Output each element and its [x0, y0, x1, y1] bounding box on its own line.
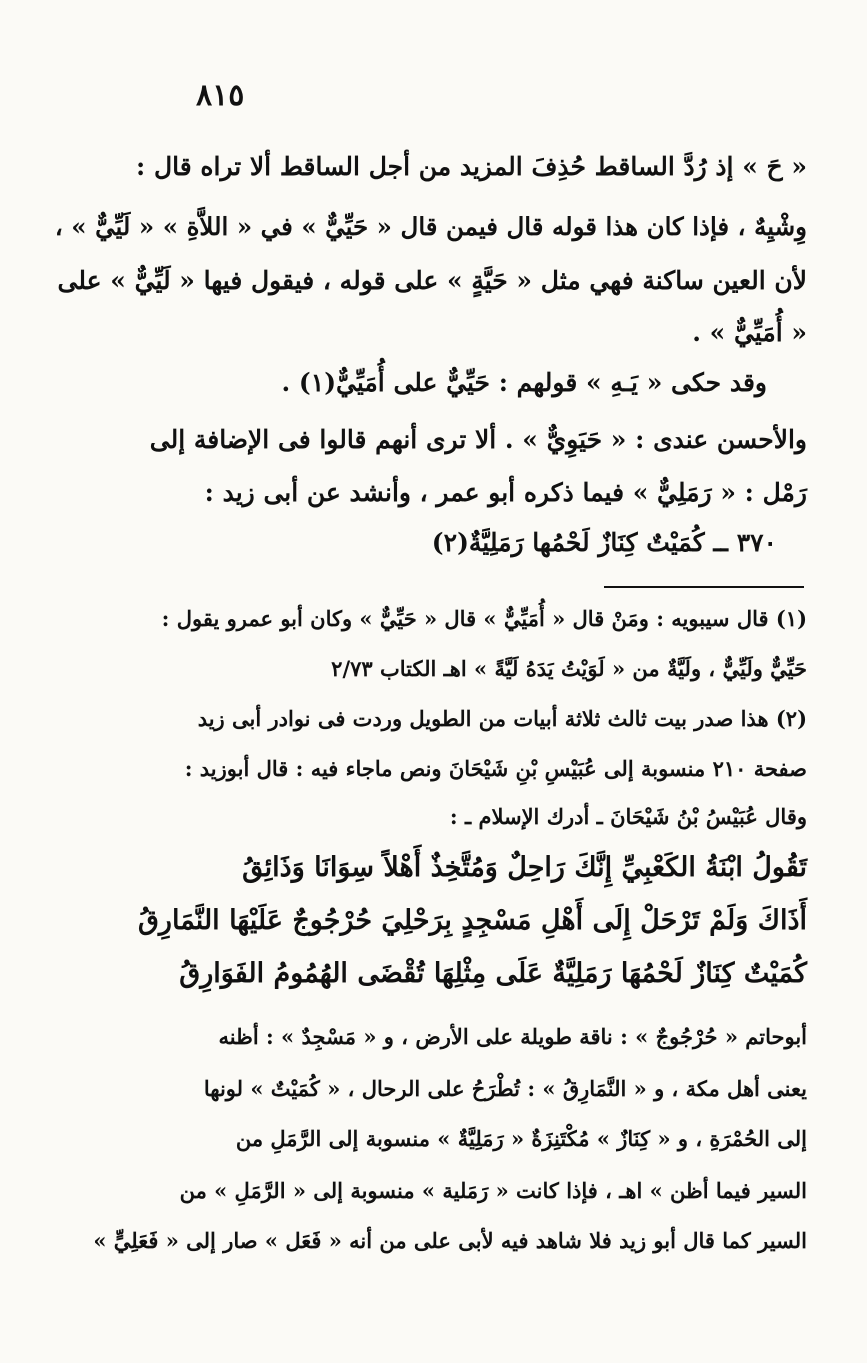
verse-line-1: تَقُولُ ابْنَةُ الكَعْبِيِّ إِنَّكَ رَاحِلٌ وَمُتَّخِذٌ أَهْلاً سِوَانَا وَذَائِقُ: [242, 852, 807, 883]
verse-line-3: كُمَيْتٌ كِنَازٌ لَحْمُهَا رَمَلِيَّةٌ عَلَى مِثْلِهَا تُقْضَى الهُمُومُ الفَوَارِقُ: [179, 958, 807, 989]
commentary-line-1: أبوحاتم « حُرْجُوجٌ » : ناقة طويلة على الأرض ، و « مَسْجِدٌ » : أظنه: [218, 1024, 807, 1049]
commentary-line-4: السير فيما أظن » اهـ ، فإذا كانت « رَمَلية » منسوبة إلى « الرَّمَلِ » من: [179, 1178, 807, 1203]
footnote-line-4: صفحة ٢١٠ منسوبة إلى عُبَيْسِ بْنِ شَيْحَانَ ونص ماجاء فيه : قال أبوزيد :: [184, 756, 807, 781]
footnote-line-2: حَيِّيٌّ ولَيِّيٌّ ، ولَيَّةٌ من « لَوَيْتُ يَدَهُ لَيَّةً » اهـ الكتاب ٢/٧٣: [331, 656, 807, 681]
footnote-line-5: وقال عُبَيْسُ بْنُ شَيْحَانَ ـ أدرك الإسلام ـ :: [449, 804, 807, 829]
footnote-divider: [604, 586, 804, 588]
commentary-line-3: إلى الحُمْرَةِ ، و « كِنَازٌ » مُكْتَنِزَةٌ « رَمَلِيَّةٌ » منسوبة إلى الرَّمَلِ من: [235, 1126, 807, 1151]
commentary-line-5: السير كما قال أبو زيد فلا شاهد فيه لأبى على من أنه « فَعَل » صار إلى « فَعَلِيٍّ »: [93, 1228, 807, 1253]
main-line-5: وقد حكى « يَـهِ » قولهم : حَيِّيٌّ على أُمَيِّيٌّ(١) .: [281, 368, 767, 397]
footnote-line-1: (١) قال سيبويه : ومَنْ قال « أُمَيِّيٌّ » قال « حَيِّيٌّ » وكان أبو عمرو يقول :: [161, 606, 807, 631]
main-line-3: لأن العين ساكنة فهي مثل « حَيَّةٍ » على قوله ، فيقول فيها « لَيِّيٌّ » على: [57, 266, 807, 295]
main-line-1: « حَ » إذ رُدَّ الساقط حُذِفَ المزيد من أجل الساقط ألا تراه قال :: [136, 152, 807, 181]
main-line-7: رَمْل : « رَمَلِيٌّ » فيما ذكره أبو عمر ، وأنشد عن أبى زيد :: [204, 478, 807, 507]
verse-line-2: أَذَاكَ وَلَمْ تَرْحَلْ إِلَى أَهْلِ مَسْجِدٍ بِرَحْلِيَ حُرْجُوجٌ عَلَيْهَا النَّمَارِقُ: [137, 905, 807, 936]
main-line-2: وِشْيِهٌ ، فإذا كان هذا قوله قال فيمن قال « حَيِّيٌّ » في « اللاَّةِ » « لَيِّيٌّ » ،: [54, 212, 807, 241]
main-line-6: والأحسن عندى : « حَيَوِيٌّ » . ألا ترى أنهم قالوا فى الإضافة إلى: [149, 425, 807, 454]
commentary-line-2: يعنى أهل مكة ، و « النَّمَارِقُ » : تُطْرَحُ على الرحال ، « كُمَيْتٌ » لونها: [203, 1076, 807, 1101]
main-line-4: « أُمَيِّيٌّ » .: [692, 318, 807, 347]
footnote-line-3: (٢) هذا صدر بيت ثالث ثلاثة أبيات من الطويل وردت فى نوادر أبى زيد: [197, 706, 807, 731]
verse-number-line: ٣٧٠ ــ كُمَيْتٌ كِنَازٌ لَحْمُها رَمَلِيَّةٌ(٢): [431, 528, 777, 557]
page-number: ٨١٥: [196, 78, 245, 113]
